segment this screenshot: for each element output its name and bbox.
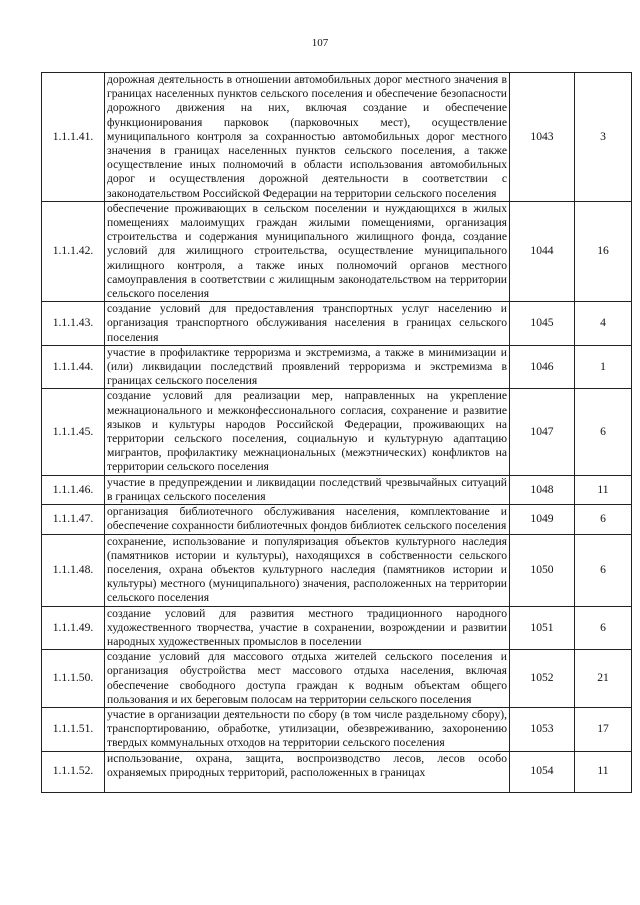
table-row — [42, 201, 632, 301]
row-description: дорожная деятельность в отношении автомобильных дорог местного значения в границах населенных пунктов сельского поселения и обеспечение безопасности дорожного движения на них, включая создание и обеспечение функционирования парковок (парковочных мест), осуществление муниципального контроля за сохранностью автомобильных дорог местного значения в границах населенных пунктов сельского поселения, а также осуществление иных полномочий в области использования автомобильных дорог и осуществления дорожной деятельности в соответствии с законодательством Российской Федерации на территории сельского поселения — [105, 73, 510, 202]
row-description: участие в профилактике терроризма и экстремизма, а также в минимизации и (или) ликвидации последствий проявлений терроризма и экстремизма в границах сельского поселения — [105, 345, 510, 389]
row-description: создание условий для массового отдыха жителей сельского поселения и организация обустройства мест массового отдыха населения, включая обеспечение свободного доступа граждан к водным объектам общего пользования и их береговым полосам на территории сельского поселения — [105, 650, 510, 708]
table-row — [42, 302, 632, 346]
table-row — [42, 534, 632, 606]
row-code: 1.1.1.49. — [42, 606, 105, 650]
row-count: 6 — [575, 534, 632, 606]
row-number: 1052 — [510, 650, 575, 708]
row-count: 3 — [575, 73, 632, 202]
row-number: 1050 — [510, 534, 575, 606]
row-count: 11 — [575, 751, 632, 792]
row-count: 6 — [575, 505, 632, 534]
row-description: участие в предупреждении и ликвидации последствий чрезвычайных ситуаций в границах сельского поселения — [105, 475, 510, 504]
row-count: 6 — [575, 606, 632, 650]
table-row — [42, 73, 632, 202]
row-number: 1051 — [510, 606, 575, 650]
row-description: организация библиотечного обслуживания населения, комплектование и обеспечение сохранности библиотечных фондов библиотек сельского поселения — [105, 505, 510, 534]
table-row — [42, 345, 632, 389]
row-code: 1.1.1.51. — [42, 707, 105, 751]
row-number: 1048 — [510, 475, 575, 504]
row-count: 1 — [575, 345, 632, 389]
row-count: 16 — [575, 201, 632, 301]
row-code: 1.1.1.46. — [42, 475, 105, 504]
row-number: 1046 — [510, 345, 575, 389]
row-code: 1.1.1.48. — [42, 534, 105, 606]
table-row — [42, 650, 632, 708]
row-count: 17 — [575, 707, 632, 751]
functions-table — [41, 72, 632, 793]
row-code: 1.1.1.42. — [42, 201, 105, 301]
table-row — [42, 751, 632, 792]
row-count: 21 — [575, 650, 632, 708]
row-number: 1043 — [510, 73, 575, 202]
row-number: 1054 — [510, 751, 575, 792]
row-description: участие в организации деятельности по сбору (в том числе раздельному сбору), транспортированию, обработке, утилизации, обезвреживанию, захоронению твердых коммунальных отходов на территории сельского поселения — [105, 707, 510, 751]
row-number: 1049 — [510, 505, 575, 534]
row-description-text: использование, охрана, защита, воспроизводство лесов, лесов особо охраняемых природных территорий, расположенных в границах — [107, 751, 507, 779]
row-code: 1.1.1.47. — [42, 505, 105, 534]
row-description: сохранение, использование и популяризация объектов культурного наследия (памятников истории и культуры), находящихся в собственности сельского поселения, охрана объектов культурного наследия (памятников истории и культуры) местного (муниципального) значения, расположенных на территории сельского поселения — [105, 534, 510, 606]
row-number: 1047 — [510, 389, 575, 475]
row-count: 11 — [575, 475, 632, 504]
row-count: 6 — [575, 389, 632, 475]
row-number: 1045 — [510, 302, 575, 346]
row-count: 4 — [575, 302, 632, 346]
row-description: создание условий для предоставления транспортных услуг населению и организация транспортного обслуживания населения в границах сельского поселения — [105, 302, 510, 346]
table-row — [42, 505, 632, 534]
table-row — [42, 606, 632, 650]
row-description: обеспечение проживающих в сельском поселении и нуждающихся в жилых помещениях малоимущих граждан жилыми помещениями, организация строительства и содержания муниципального жилищного фонда, создание условий для жилищного строительства, осуществление муниципального жилищного контроля, а также иных полномочий органов местного самоуправления в соответствии с жилищным законодательством на территории сельского поселения — [105, 201, 510, 301]
row-number: 1053 — [510, 707, 575, 751]
row-code: 1.1.1.41. — [42, 73, 105, 202]
row-description: создание условий для развития местного традиционного народного художественного творчества, участие в сохранении, возрождении и развитии народных художественных промыслов в поселении — [105, 606, 510, 650]
table-row — [42, 707, 632, 751]
page-number: 107 — [311, 37, 329, 49]
row-code: 1.1.1.52. — [42, 751, 105, 792]
row-code: 1.1.1.45. — [42, 389, 105, 475]
table-row — [42, 389, 632, 475]
row-code: 1.1.1.44. — [42, 345, 105, 389]
row-description: создание условий для реализации мер, направленных на укрепление межнационального и межконфессионального согласия, сохранение и развитие языков и культуры народов Российской Федерации, проживающих на территории сельского поселения, социальную и культурную адаптацию мигрантов, профилактику межнациональных (межэтнических) конфликтов на территории сельского поселения — [105, 389, 510, 475]
row-number: 1044 — [510, 201, 575, 301]
table-row — [42, 475, 632, 504]
row-code: 1.1.1.43. — [42, 302, 105, 346]
row-code: 1.1.1.50. — [42, 650, 105, 708]
row-description — [105, 751, 510, 792]
